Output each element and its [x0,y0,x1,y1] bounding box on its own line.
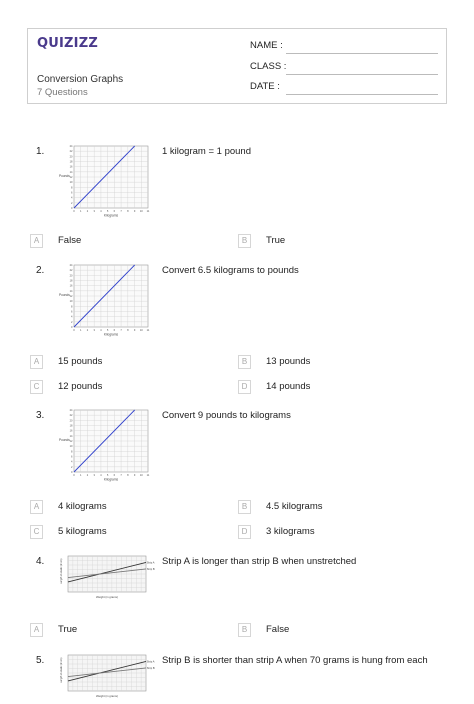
worksheet-header [27,28,447,104]
svg-text:Pounds: Pounds [59,438,70,442]
svg-text:14: 14 [69,434,73,438]
svg-text:0: 0 [73,474,75,477]
conversion-graph [58,262,152,336]
svg-text:2: 2 [86,329,89,332]
svg-text:6: 6 [113,474,116,477]
option-text: 15 pounds [58,356,103,367]
svg-text:3: 3 [93,474,95,477]
svg-text:0: 0 [71,207,73,210]
svg-text:8: 8 [127,474,129,477]
question-text: Strip B is shorter than strip A when 70 grams is hung from each [162,655,428,666]
svg-text:16: 16 [69,284,73,288]
svg-text:Pounds: Pounds [59,174,70,178]
svg-text:20: 20 [69,274,73,278]
question-text: Strip A is longer than strip B when unstretched [162,556,357,567]
svg-text:6: 6 [71,191,73,195]
svg-text:4: 4 [71,315,73,319]
option-text: False [266,624,290,635]
svg-text:24: 24 [69,409,73,412]
option-text: 4 kilograms [58,501,107,512]
option-letter: A [30,500,43,514]
option-letter: C [30,525,43,539]
question-text: Convert 9 pounds to kilograms [162,410,291,421]
svg-text:20: 20 [69,419,73,423]
svg-text:1: 1 [80,329,82,332]
svg-text:6: 6 [71,310,73,314]
option-text: 5 kilograms [58,526,107,537]
svg-text:Strip A: Strip A [146,561,155,565]
svg-text:5: 5 [106,210,109,213]
svg-text:24: 24 [69,264,73,267]
svg-text:0: 0 [71,326,73,329]
option-text: 4.5 kilograms [266,501,323,512]
svg-text:2: 2 [71,320,73,324]
svg-text:6: 6 [113,210,116,213]
svg-text:4: 4 [71,460,73,464]
svg-text:2: 2 [86,474,89,477]
option-letter: B [238,500,251,514]
svg-text:9: 9 [133,210,136,213]
question-number: 2. [36,265,45,276]
svg-text:3: 3 [93,210,95,213]
svg-text:8: 8 [127,329,129,332]
conversion-graph [58,407,152,481]
svg-text:7: 7 [120,329,122,332]
svg-text:16: 16 [69,429,73,433]
option-text: 12 pounds [58,381,103,392]
svg-text:5: 5 [106,474,109,477]
svg-text:20: 20 [69,155,73,159]
name-line[interactable] [286,53,438,54]
svg-text:Strip B: Strip B [146,567,155,571]
option-letter: A [30,234,43,248]
elastic-strip-graph [58,553,154,605]
svg-text:8: 8 [71,305,73,309]
svg-text:Kilograms: Kilograms [103,477,119,482]
svg-text:14: 14 [69,289,73,293]
svg-text:6: 6 [113,329,116,332]
svg-text:10: 10 [69,181,73,185]
option-text: 13 pounds [266,356,311,367]
svg-text:10: 10 [139,210,143,213]
svg-text:8: 8 [71,450,73,454]
svg-text:11: 11 [146,210,150,213]
svg-text:18: 18 [69,160,73,164]
svg-text:3: 3 [93,329,95,332]
conversion-graph [58,143,152,217]
svg-text:22: 22 [69,414,73,418]
svg-text:14: 14 [69,170,73,174]
option-letter: D [238,525,251,539]
svg-text:Strip A: Strip A [146,660,155,664]
question-text: Convert 6.5 kilograms to pounds [162,265,299,276]
svg-text:Strip B: Strip B [146,666,155,670]
svg-text:Weight (in grams): Weight (in grams) [95,694,119,698]
worksheet-title: Conversion Graphs [37,74,124,85]
class-label: CLASS : [250,61,287,72]
date-line[interactable] [286,94,438,95]
svg-text:7: 7 [120,474,122,477]
svg-text:12: 12 [69,176,73,179]
svg-text:12: 12 [69,295,73,298]
option-letter: B [238,234,251,248]
option-text: True [58,624,78,635]
option-letter: B [238,355,251,369]
option-text: True [266,235,286,246]
svg-text:24: 24 [69,145,73,148]
svg-text:22: 22 [69,150,73,154]
question-text: 1 kilogram = 1 pound [162,146,251,157]
svg-text:2: 2 [71,465,73,469]
quizizz-logo: QUIZIZZ [37,36,98,51]
option-letter: C [30,380,43,394]
svg-text:1: 1 [80,474,82,477]
svg-text:4: 4 [100,474,102,477]
svg-text:0: 0 [73,329,75,332]
svg-text:16: 16 [69,165,73,169]
svg-text:Kilograms: Kilograms [103,213,119,218]
question-count: 7 Questions [37,87,88,98]
svg-text:Length of elastic (in cm): Length of elastic (in cm) [60,657,63,683]
svg-text:9: 9 [133,474,136,477]
svg-text:11: 11 [146,329,150,332]
option-text: False [58,235,82,246]
option-letter: D [238,380,251,394]
svg-text:4: 4 [71,196,73,200]
svg-text:22: 22 [69,269,73,273]
question-number: 4. [36,556,45,567]
svg-text:10: 10 [139,474,143,477]
elastic-strip-graph [58,652,154,704]
svg-text:0: 0 [73,210,75,213]
svg-text:4: 4 [100,210,102,213]
name-label: NAME : [250,40,283,51]
svg-text:Weight (in grams): Weight (in grams) [95,595,119,599]
svg-text:7: 7 [120,210,122,213]
option-letter: A [30,623,43,637]
option-letter: A [30,355,43,369]
svg-text:10: 10 [139,329,143,332]
svg-text:1: 1 [80,210,82,213]
svg-text:10: 10 [69,445,73,449]
svg-text:Pounds: Pounds [59,293,70,297]
question-number: 3. [36,410,45,421]
svg-text:18: 18 [69,279,73,283]
option-text: 3 kilograms [266,526,315,537]
svg-text:12: 12 [69,440,73,443]
question-number: 1. [36,146,45,157]
svg-text:2: 2 [86,210,89,213]
svg-text:9: 9 [133,329,136,332]
svg-text:18: 18 [69,424,73,428]
svg-text:5: 5 [106,329,109,332]
svg-text:0: 0 [71,471,73,474]
option-text: 14 pounds [266,381,311,392]
svg-text:10: 10 [69,300,73,304]
option-letter: B [238,623,251,637]
class-line[interactable] [286,74,438,75]
question-number: 5. [36,655,45,666]
svg-text:2: 2 [71,201,73,205]
svg-text:11: 11 [146,474,150,477]
svg-text:4: 4 [100,329,102,332]
svg-text:Length of elastic (in cm): Length of elastic (in cm) [60,558,63,584]
svg-text:Kilograms: Kilograms [103,332,119,337]
svg-text:8: 8 [127,210,129,213]
svg-text:8: 8 [71,186,73,190]
svg-text:6: 6 [71,455,73,459]
date-label: DATE : [250,81,280,92]
